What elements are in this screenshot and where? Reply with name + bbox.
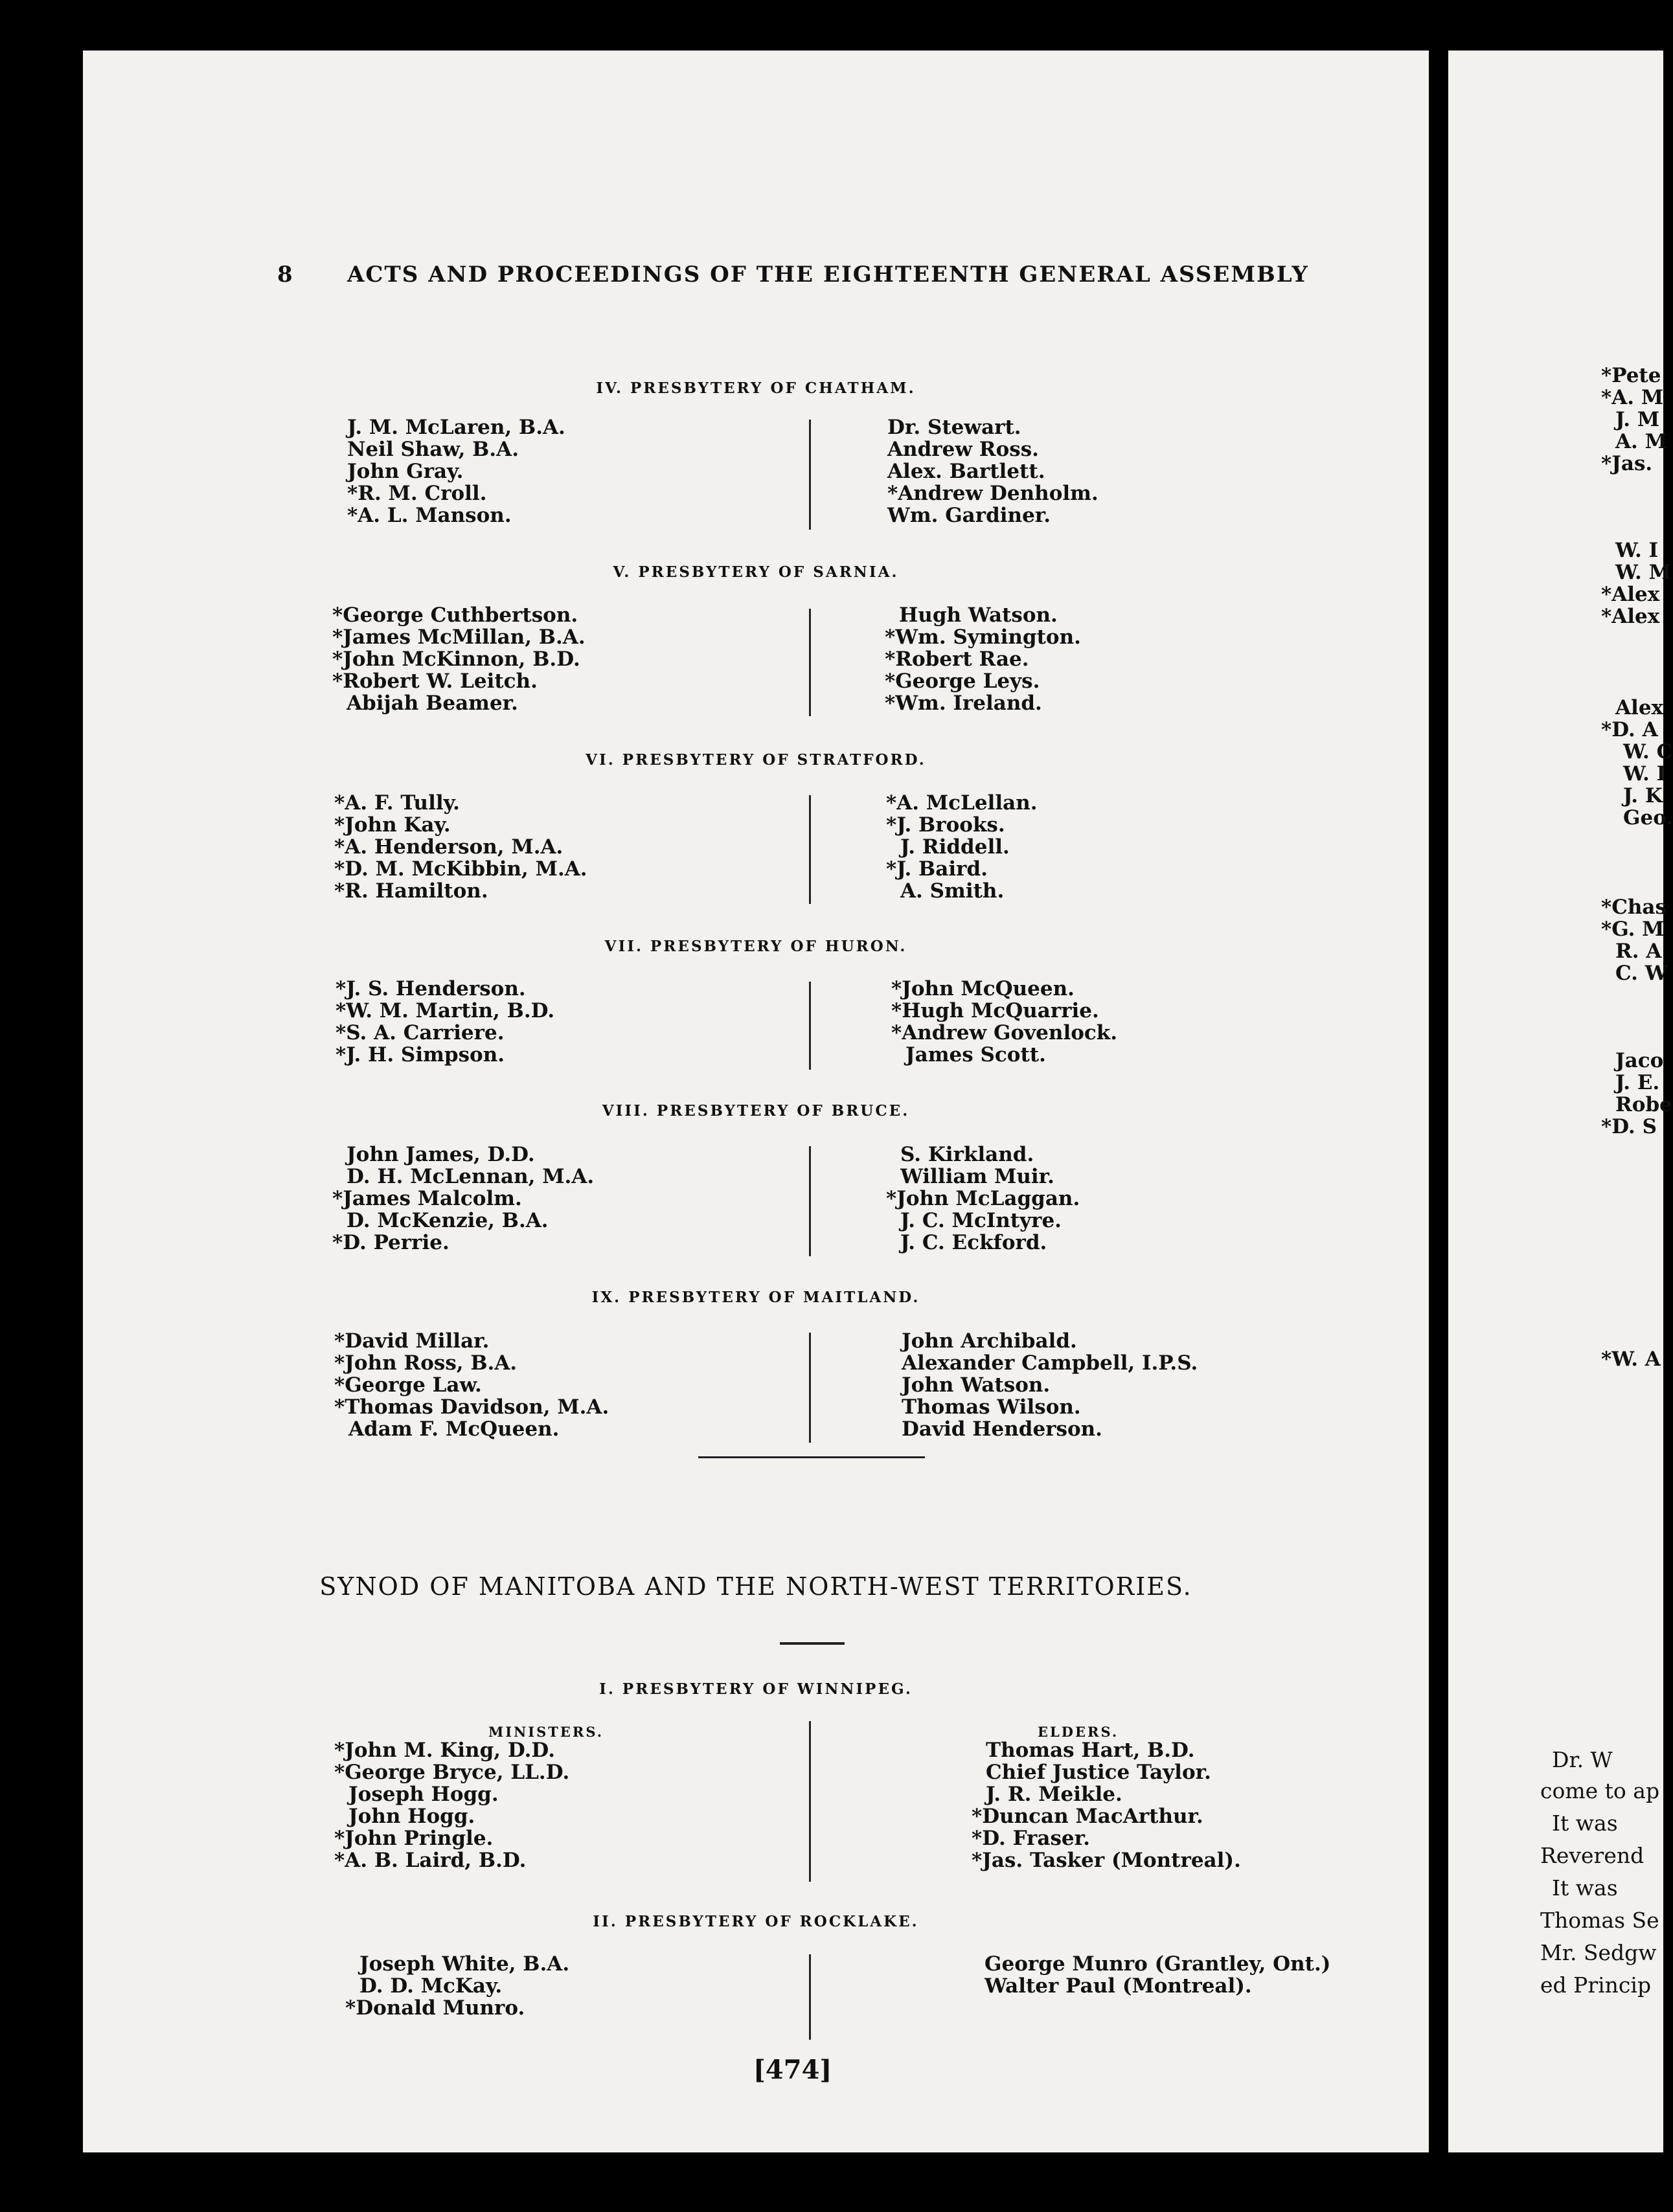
list-item: *Alex (1601, 583, 1660, 606)
presbytery-elders-list (886, 792, 1038, 902)
list-item: *A. F. Tully. (334, 791, 460, 815)
list-item: *George Law. (334, 1373, 482, 1397)
list-item: *John Ross, B.A. (334, 1351, 518, 1375)
next-page-fragment (1448, 51, 1673, 2152)
list-item: W. I (1623, 762, 1667, 785)
list-item: *D. Perrie. (332, 1231, 450, 1254)
list-item: *Duncan MacArthur. (972, 1805, 1203, 1828)
body-text-line: ed Princip (1540, 1972, 1652, 1998)
list-item: Hugh Watson. (899, 604, 1058, 627)
presbytery-ministers-list (332, 604, 586, 714)
running-title: ACTS AND PROCEEDINGS OF THE EIGHTEENTH GENERAL ASSEMBLY (347, 262, 1309, 288)
list-item: Thomas Hart, B.D. (986, 1739, 1195, 1762)
body-text-line: It was (1552, 1811, 1618, 1836)
list-item: A. M (1615, 430, 1667, 453)
list-item: Jaco (1615, 1049, 1664, 1072)
list-item: *Robert Rae. (885, 648, 1029, 671)
list-item: *Alex (1601, 605, 1660, 628)
list-item: *Robert W. Leitch. (332, 670, 538, 693)
list-item: *John McLaggan. (886, 1187, 1080, 1210)
column-divider (809, 795, 811, 904)
list-item: *J. Baird. (886, 857, 988, 881)
list-item: *George Cuthbertson. (332, 604, 578, 627)
column-divider (809, 982, 811, 1070)
list-item: *W. A (1601, 1348, 1661, 1371)
list-item: *James Malcolm. (332, 1187, 522, 1210)
list-item: Andrew Ross. (887, 438, 1039, 461)
presbytery-title: II. PRESBYTERY OF ROCKLAKE. (593, 1913, 919, 1930)
list-item: S. Kirkland. (900, 1143, 1034, 1166)
presbytery-elders-list (984, 1953, 1330, 1997)
list-item: *G. M (1601, 918, 1665, 941)
list-item: Joseph White, B.A. (359, 1952, 570, 1976)
list-item: J. M. McLaren, B.A. (347, 416, 565, 439)
list-item: *J. Brooks. (886, 813, 1005, 837)
presbytery-title: IV. PRESBYTERY OF CHATHAM. (596, 379, 916, 397)
column-divider (809, 420, 811, 530)
list-item: *A. B. Laird, B.D. (334, 1849, 527, 1872)
body-text-line: Dr. W (1552, 1747, 1613, 1772)
list-item: *James McMillan, B.A. (332, 626, 586, 649)
presbytery-title: VI. PRESBYTERY OF STRATFORD. (586, 751, 926, 769)
list-item: Joseph Hogg. (348, 1783, 499, 1806)
list-item: John Archibald. (902, 1329, 1077, 1353)
body-text-line: Mr. Sedgw (1540, 1940, 1657, 1965)
list-item: *R. Hamilton. (334, 879, 488, 903)
list-item: *J. S. Henderson. (336, 977, 526, 1000)
list-item: James Scott. (905, 1043, 1046, 1066)
presbytery-title: V. PRESBYTERY OF SARNIA. (613, 563, 899, 581)
list-item: *Jas. (1601, 452, 1653, 475)
presbytery-ministers-list (334, 792, 587, 902)
next-page-list (1601, 365, 1667, 475)
list-item: *A. McLellan. (886, 791, 1038, 815)
presbytery-title: VIII. PRESBYTERY OF BRUCE. (602, 1102, 910, 1120)
presbytery-title: IX. PRESBYTERY OF MAITLAND. (591, 1289, 920, 1306)
presbytery-ministers-list (347, 416, 565, 526)
list-item: *A. Henderson, M.A. (334, 835, 563, 859)
list-item: *Pete (1601, 364, 1661, 387)
list-item: *George Bryce, LL.D. (334, 1761, 570, 1784)
list-item: John Hogg. (348, 1805, 475, 1828)
list-item: Robe (1615, 1093, 1672, 1116)
list-item: *Thomas Davidson, M.A. (334, 1395, 609, 1419)
section-divider (698, 1456, 925, 1458)
body-text-line: Reverend (1540, 1843, 1645, 1868)
list-item: Geo. (1623, 806, 1673, 830)
list-item: *John M. King, D.D. (334, 1739, 555, 1762)
list-item: Alex (1615, 696, 1664, 719)
bracket-page-number: [474] (753, 2055, 832, 2085)
list-item: *John Kay. (334, 813, 451, 837)
list-item: Dr. Stewart. (887, 416, 1021, 439)
column-divider (809, 1954, 811, 2040)
list-item: Thomas Wilson. (902, 1395, 1081, 1419)
list-item: *George Leys. (885, 670, 1040, 693)
list-item: *S. A. Carriere. (336, 1021, 505, 1044)
list-item: J. C. McIntyre. (900, 1209, 1062, 1232)
list-item: *Hugh McQuarrie. (891, 999, 1099, 1022)
list-item: *D. M. McKibbin, M.A. (334, 857, 587, 881)
list-item: J. E. (1615, 1071, 1660, 1094)
presbytery-elders-list (887, 416, 1098, 526)
column-divider (809, 1333, 811, 1443)
list-item: John James, D.D. (347, 1143, 535, 1166)
list-item: *J. H. Simpson. (336, 1043, 505, 1066)
list-item: *W. M. Martin, B.D. (336, 999, 555, 1022)
list-item: Adam F. McQueen. (348, 1417, 560, 1441)
body-text-line: It was (1552, 1875, 1618, 1901)
list-item: C. W (1615, 962, 1668, 985)
list-item: D. H. McLennan, M.A. (347, 1165, 595, 1188)
list-item: Chief Justice Taylor. (986, 1761, 1211, 1784)
list-item: David Henderson. (902, 1417, 1102, 1441)
elders-heading: ELDERS. (1038, 1724, 1119, 1740)
list-item: *Donald Munro. (345, 1996, 525, 2020)
list-item: J. Riddell. (900, 835, 1010, 859)
list-item: *D. Fraser. (972, 1827, 1090, 1850)
list-item: Alexander Campbell, I.P.S. (902, 1351, 1198, 1375)
list-item: *Andrew Denholm. (887, 482, 1098, 505)
list-item: J. R. Meikle. (986, 1783, 1122, 1806)
presbytery-ministers-list (334, 1330, 609, 1440)
page-number: 8 (277, 262, 294, 288)
list-item: *John Pringle. (334, 1827, 494, 1850)
list-item: Abijah Beamer. (347, 692, 518, 715)
next-page-list (1601, 1049, 1672, 1138)
list-item: *Chas (1601, 896, 1667, 919)
list-item: J. C. Eckford. (900, 1231, 1047, 1254)
list-item: *Andrew Govenlock. (891, 1021, 1118, 1044)
presbytery-ministers-list (334, 1739, 569, 1871)
synod-title: SYNOD OF MANITOBA AND THE NORTH-WEST TERRITORIES. (319, 1572, 1192, 1601)
presbytery-ministers-list (345, 1953, 569, 2019)
list-item: *A. L. Manson. (347, 504, 512, 527)
list-item: *Jas. Tasker (Montreal). (972, 1849, 1241, 1872)
list-item: *David Millar. (334, 1329, 490, 1353)
next-page-list (1601, 539, 1671, 628)
list-item: *John McKinnon, B.D. (332, 648, 580, 671)
title-underline (780, 1642, 845, 1645)
body-text-line: come to ap (1540, 1778, 1660, 1803)
list-item: *Wm. Ireland. (885, 692, 1042, 715)
presbytery-title: I. PRESBYTERY OF WINNIPEG. (599, 1680, 913, 1698)
ministers-heading: MINISTERS. (488, 1724, 604, 1740)
list-item: D. D. McKay. (359, 1974, 503, 1998)
list-item: *D. S (1601, 1115, 1657, 1138)
list-item: Neil Shaw, B.A. (347, 438, 519, 461)
list-item: George Munro (Grantley, Ont.) (984, 1952, 1331, 1976)
list-item: *Wm. Symington. (885, 626, 1081, 649)
column-divider (809, 609, 811, 716)
column-divider (809, 1146, 811, 1256)
next-page-list (1601, 1348, 1661, 1370)
list-item: W. C (1623, 740, 1673, 763)
list-item: William Muir. (900, 1165, 1054, 1188)
page-sheet (83, 51, 1429, 2152)
list-item: W. M (1615, 561, 1671, 584)
list-item: John Gray. (347, 460, 464, 483)
next-page-list (1601, 696, 1673, 830)
presbytery-ministers-list (336, 978, 554, 1066)
list-item: Walter Paul (Montreal). (984, 1974, 1252, 1998)
list-item: J. K (1623, 784, 1663, 807)
next-page-list (1601, 896, 1668, 984)
list-item: John Watson. (902, 1373, 1051, 1397)
list-item: *D. A (1601, 718, 1658, 741)
list-item: Wm. Gardiner. (887, 504, 1051, 527)
column-divider (809, 1721, 811, 1882)
list-item: J. M (1615, 408, 1660, 431)
list-item: *John McQueen. (891, 977, 1075, 1000)
presbytery-elders-list (972, 1739, 1241, 1871)
body-text-line: Thomas Se (1540, 1908, 1659, 1933)
presbytery-title: VII. PRESBYTERY OF HURON. (604, 938, 907, 955)
list-item: Alex. Bartlett. (887, 460, 1045, 483)
list-item: D. McKenzie, B.A. (347, 1209, 549, 1232)
list-item: R. A (1615, 940, 1662, 963)
list-item: *A. M (1601, 386, 1664, 409)
presbytery-elders-list (885, 604, 1081, 714)
list-item: A. Smith. (900, 879, 1005, 903)
presbytery-ministers-list (332, 1144, 594, 1254)
presbytery-elders-list (902, 1330, 1198, 1440)
presbytery-elders-list (891, 978, 1117, 1066)
list-item: W. I (1615, 539, 1659, 562)
list-item: *R. M. Croll. (347, 482, 487, 505)
presbytery-elders-list (886, 1144, 1080, 1254)
